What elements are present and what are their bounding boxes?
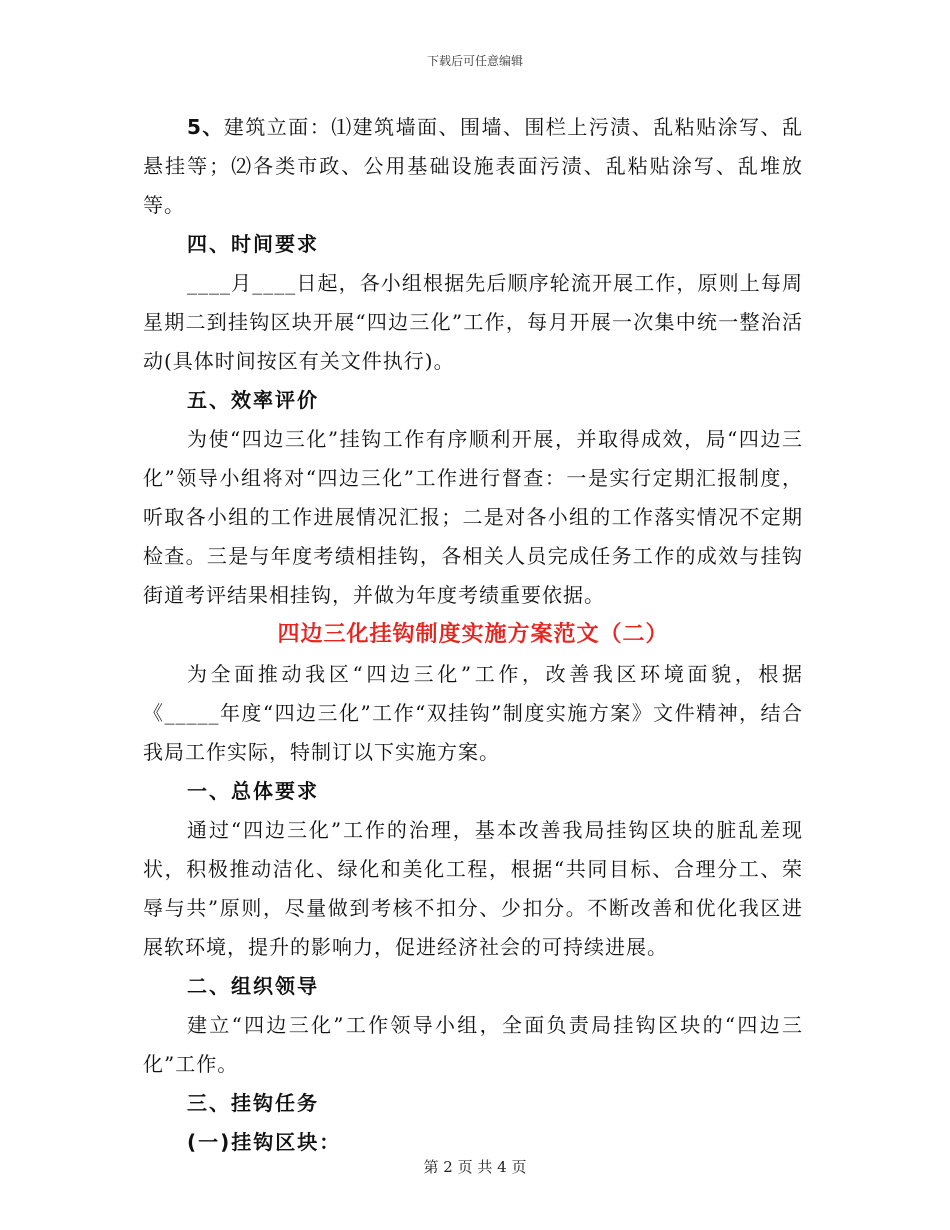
paragraph-building-facade — [143, 108, 803, 225]
page-header-note: 下载后可任意编辑 — [426, 54, 523, 68]
paragraph-organization-leadership: 建立“四边三化”工作领导小组，全面负责局挂钩区块的“四边三化”工作。 — [143, 1013, 803, 1076]
paragraph-overall-requirements: 通过“四边三化”工作的治理，基本改善我局挂钩区块的脏乱差现状，积极推动洁化、绿化和美化工程，根据“共同目标、合理分工、荣辱与共”原则，尽量做到考核不扣分、少扣分。不断改善和优化我区进展软环境，提升的影响力，促进经济社会的可持续进展。 — [143, 818, 803, 959]
heading-organization-leadership: 二、组织领导 — [187, 974, 319, 998]
paragraph-efficiency-evaluation: 为使“四边三化”挂钩工作有序顺利开展，并取得成效，局“四边三化”领导小组将对“四边三化”工作进行督查：一是实行定期汇报制度，听取各小组的工作进展情况汇报；二是对各小组的工作落实情况不定期检查。三是与年度考绩相挂钩，各相关人员完成任务工作的成效与挂钩街道考评结果相挂钩，并做为年度考绩重要依据。 — [143, 427, 803, 607]
heading-efficiency-evaluation: 五、效率评价 — [187, 388, 319, 412]
heading-linked-tasks: 三、挂钩任务 — [187, 1091, 319, 1115]
heading-overall-requirements: 一、总体要求 — [187, 779, 319, 803]
document-body — [143, 108, 803, 1162]
item-number: 5、 — [187, 115, 224, 139]
document-title: 四边三化挂钩制度实施方案范文（二） — [277, 622, 669, 647]
page-footer-number: 第 2 页 共 4 页 — [423, 1158, 527, 1176]
paragraph-intro: 为全面推动我区“四边三化”工作，改善我区环境面貌，根据《_____年度“四边三化”工作“双挂钩”制度实施方案》文件精神，结合我局工作实际，特制订以下实施方案。 — [143, 662, 803, 764]
heading-time-requirements: 四、时间要求 — [187, 232, 319, 256]
paragraph-text: 建筑立面：⑴建筑墙面、围墙、围栏上污渍、乱粘贴涂写、乱悬挂等；⑵各类市政、公用基础设施表面污渍、乱粘贴涂写、乱堆放等。 — [143, 115, 804, 217]
subheading-linked-blocks: (一)挂钩区块： — [187, 1130, 342, 1154]
paragraph-time-requirements: ____月____日起，各小组根据先后顺序轮流开展工作，原则上每周星期二到挂钩区块开展“四边三化”工作，每月开展一次集中统一整治活动(具体时间按区有关文件执行)。 — [143, 271, 803, 373]
